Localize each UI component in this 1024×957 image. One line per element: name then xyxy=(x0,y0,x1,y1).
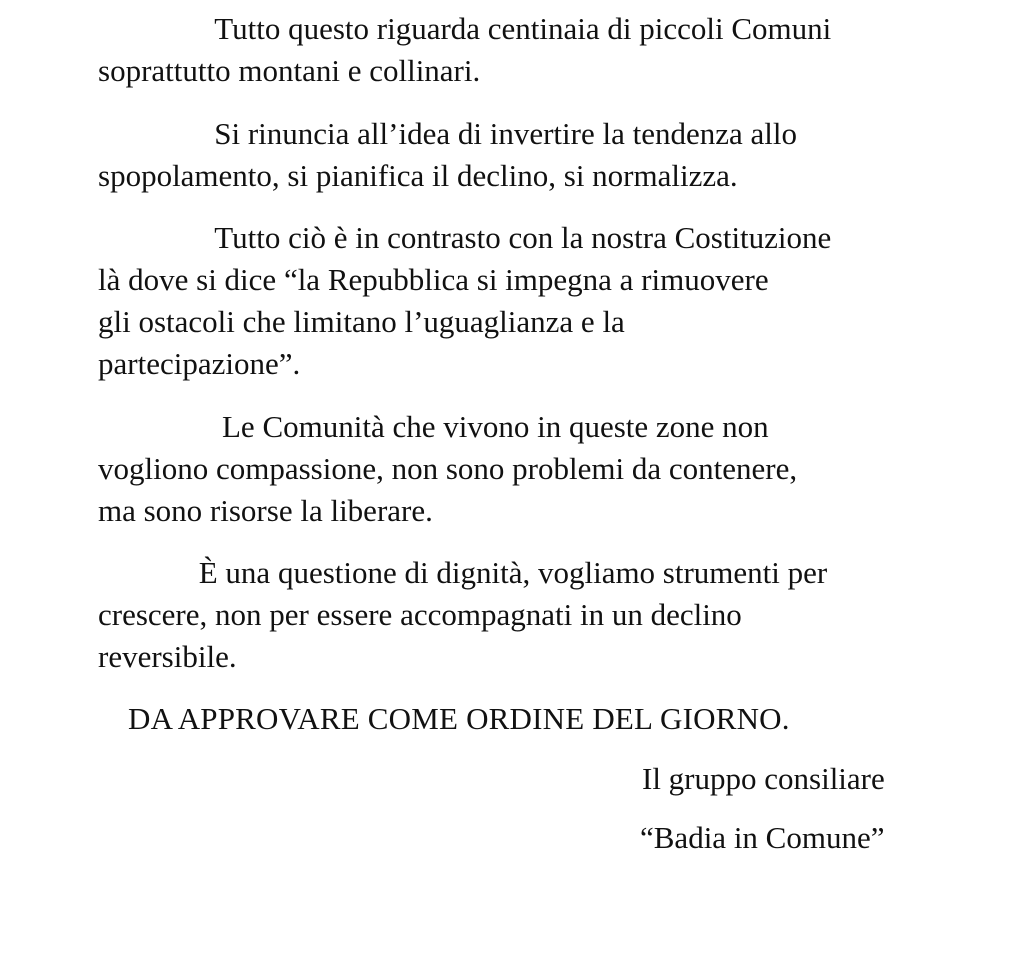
closing-heading: DA APPROVARE COME ORDINE DEL GIORNO. xyxy=(128,701,790,736)
paragraph-small-municipalities: Tutto questo riguarda centinaia di piccoli Comuni soprattutto montani e collinari. xyxy=(98,11,832,88)
paragraph-dignity: È una questione di dignità, vogliamo strumenti per crescere, non per essere accompagnati in un declino reversibile. xyxy=(98,555,828,674)
paragraph-communities: Le Comunità che vivono in queste zone non vogliono compassione, non sono problemi da contenere, ma sono risorse la liberare. xyxy=(98,409,798,528)
signature-name: “Badia in Comune” xyxy=(640,820,885,855)
paragraph-depopulation: Si rinuncia all’idea di invertire la tendenza allo spopolamento, si pianifica il declino, si normalizza. xyxy=(98,116,797,193)
signature-group: Il gruppo consiliare xyxy=(642,761,885,796)
paragraph-constitution: Tutto ciò è in contrasto con la nostra Costituzione là dove si dice “la Repubblica si impegna a rimuovere gli ostacoli che limitano l’uguaglianza e la partecipazione”. xyxy=(98,220,832,381)
